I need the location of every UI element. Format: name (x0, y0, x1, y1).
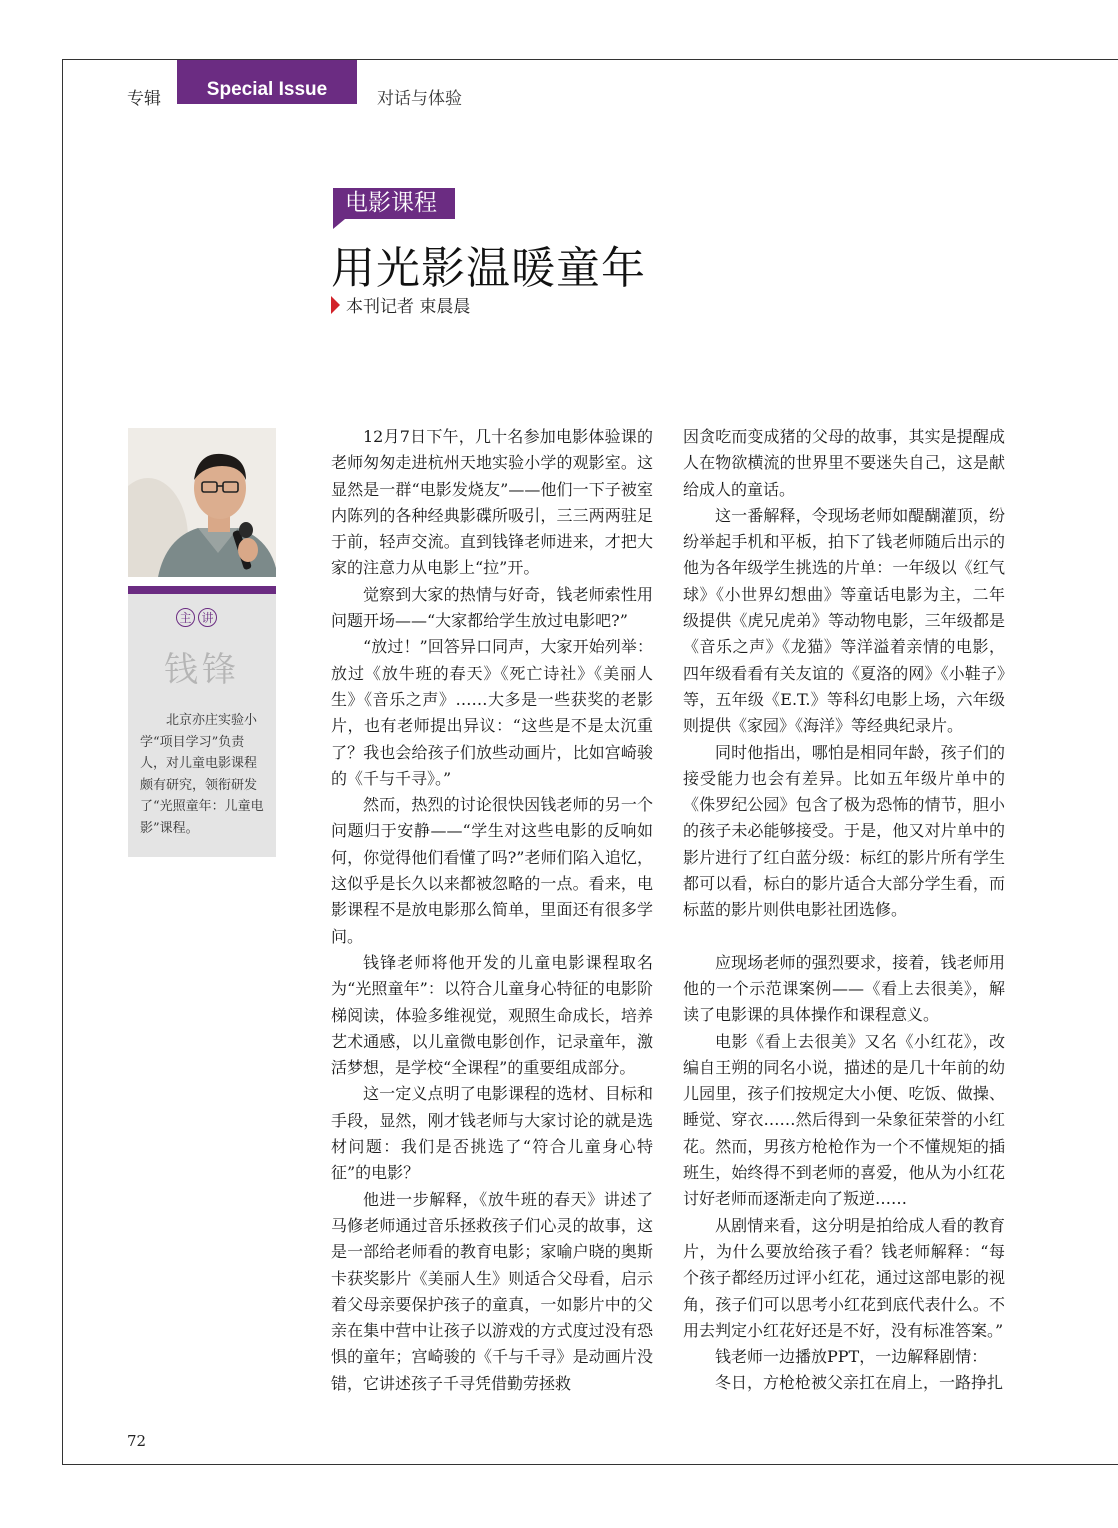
paragraph-quote: 冬日，方枪枪被父亲扛在肩上，一路挣扎 (715, 1373, 1004, 1393)
speaker-sidebar (128, 594, 276, 857)
special-issue-banner (177, 60, 357, 104)
speaker-portrait-illustration (128, 428, 276, 577)
paragraph: “放过！”回答异口同声，大家开始列举：放过《放牛班的春天》《死亡诗社》《美丽人生》《音乐之声》……大多是一些获奖的老影片，也有老师提出异议：“这些是不是太沉重了？我也会给孩子们放些动画片，比如宫崎骏的《千与千寻》。” (331, 637, 653, 788)
header-subsection-label: 对话与体验 (377, 89, 462, 109)
paragraph: 钱老师一边播放PPT，一边解释剧情： (715, 1347, 988, 1367)
badge-char-2: 讲 (198, 608, 217, 627)
paragraph: 12月7日下午，几十名参加电影体验课的老师匆匆走进杭州天地实验小学的观影室。这显然是一群“电影发烧友”——他们一下子被室内陈列的各种经典影碟所吸引，三三两两驻足于前，轻声交流。直到钱锋老师进来，才把大家的注意力从电影上“拉”开。 (331, 427, 653, 578)
paragraph: 这一定义点明了电影课程的选材、目标和手段，显然，刚才钱老师与大家讨论的就是选材问题：我们是否挑选了“符合儿童身心特征”的电影？ (331, 1084, 653, 1183)
page-number: 72 (127, 1432, 147, 1450)
paragraph-continued: 因贪吃而变成猪的父母的故事，其实是提醒成人在物欲横流的世界里不要迷失自己，这是献给成人的童话。 (683, 427, 1005, 499)
article-title: 用光影温暖童年 (331, 243, 646, 294)
body-column-right (683, 424, 1005, 1397)
speaker-badge (176, 608, 217, 627)
paragraph: 从剧情来看，这分明是拍给成人看的教育片，为什么要放给孩子看？钱老师解释：“每个孩子都经历过评小红花，通过这部电影的视角，孩子们可以思考小红花到底代表什么。不用去判定小红花好还是不好，没有标准答案。” (683, 1215, 1005, 1340)
section-gap (683, 924, 1005, 950)
paragraph: 同时他指出，哪怕是相同年龄，孩子们的接受能力也会有差异。比如五年级片单中的《侏罗纪公园》包含了极为恐怖的情节，胆小的孩子未必能够接受。于是，他又对片单中的影片进行了红白蓝分级：标红的影片所有学生都可以看，标白的影片适合大部分学生看，而标蓝的影片则供电影社团选修。 (683, 742, 1005, 920)
article-category-tag: 电影课程 (333, 188, 455, 219)
speaker-bio: 北京亦庄实验小学“项目学习”负责人，对儿童电影课程颇有研究，领衔研发了“光照童年：儿童电影”课程。 (140, 713, 264, 836)
byline-text: 本刊记者 束晨晨 (346, 297, 471, 317)
sidebar-accent-bar (128, 586, 276, 594)
header-section-label: 专辑 (127, 89, 161, 109)
speaker-photo (128, 428, 276, 577)
byline-arrow-icon (331, 296, 340, 314)
badge-char-1: 主 (176, 608, 195, 627)
paragraph: 他进一步解释，《放牛班的春天》讲述了马修老师通过音乐拯救孩子们心灵的故事，这是一部给老师看的教育电影；家喻户晓的奥斯卡获奖影片《美丽人生》则适合父母看，启示着父母亲要保护孩子的童真，一如影片中的父亲在集中营中让孩子以游戏的方式度过没有恐惧的童年；宫崎骏的《千与千寻》是动画片没错，它讲述孩子千寻凭借勤劳拯救 (331, 1189, 653, 1393)
paragraph: 应现场老师的强烈要求，接着，钱老师用他的一个示范课案例——《看上去很美》，解读了电影课的具体操作和课程意义。 (683, 952, 1005, 1025)
special-issue-label: Special Issue (206, 79, 328, 100)
category-tag-tail (333, 219, 345, 229)
paragraph: 电影《看上去很美》又名《小红花》，改编自王朔的同名小说，描述的是几十年前的幼儿园里，孩子们按规定大小便、吃饭、做操、睡觉、穿衣……然后得到一朵象征荣誉的小红花。然而，男孩方枪枪作为一个不懂规矩的插班生，始终得不到老师的喜爱，他从为小红花讨好老师而逐渐走向了叛逆…… (683, 1031, 1005, 1209)
byline (331, 292, 470, 317)
paragraph: 然而，热烈的讨论很快因钱老师的另一个问题归于安静——“学生对这些电影的反响如何，你觉得他们看懂了吗?”老师们陷入追忆，这似乎是长久以来都被忽略的一点。看来，电影课程不是放电影那么简单，里面还有很多学问。 (331, 795, 653, 946)
body-column-left (331, 424, 653, 1397)
speaker-name: 钱锋 (164, 650, 240, 690)
paragraph: 觉察到大家的热情与好奇，钱老师索性用问题开场——“大家都给学生放过电影吧?” (331, 584, 653, 631)
paragraph: 这一番解释，令现场老师如醍醐灌顶，纷纷举起手机和平板，拍下了钱老师随后出示的他为各年级学生挑选的片单：一年级以《红气球》《小世界幻想曲》等童话电影为主，二年级提供《虎兄虎弟》等动物电影，三年级都是《音乐之声》《龙猫》等洋溢着亲情的电影，四年级看看有关友谊的《夏洛的网》《小鞋子》等，五年级《E.T.》等科幻电影上场，六年级则提供《家园》《海洋》等经典纪录片。 (683, 505, 1005, 736)
paragraph: 钱锋老师将他开发的儿童电影课程取名为“光照童年”：以符合儿童身心特征的电影阶梯阅读，体验多维视觉，观照生命成长，培养艺术通感，以儿童微电影创作，记录童年，激活梦想，是学校“全课程”的重要组成部分。 (331, 952, 653, 1078)
